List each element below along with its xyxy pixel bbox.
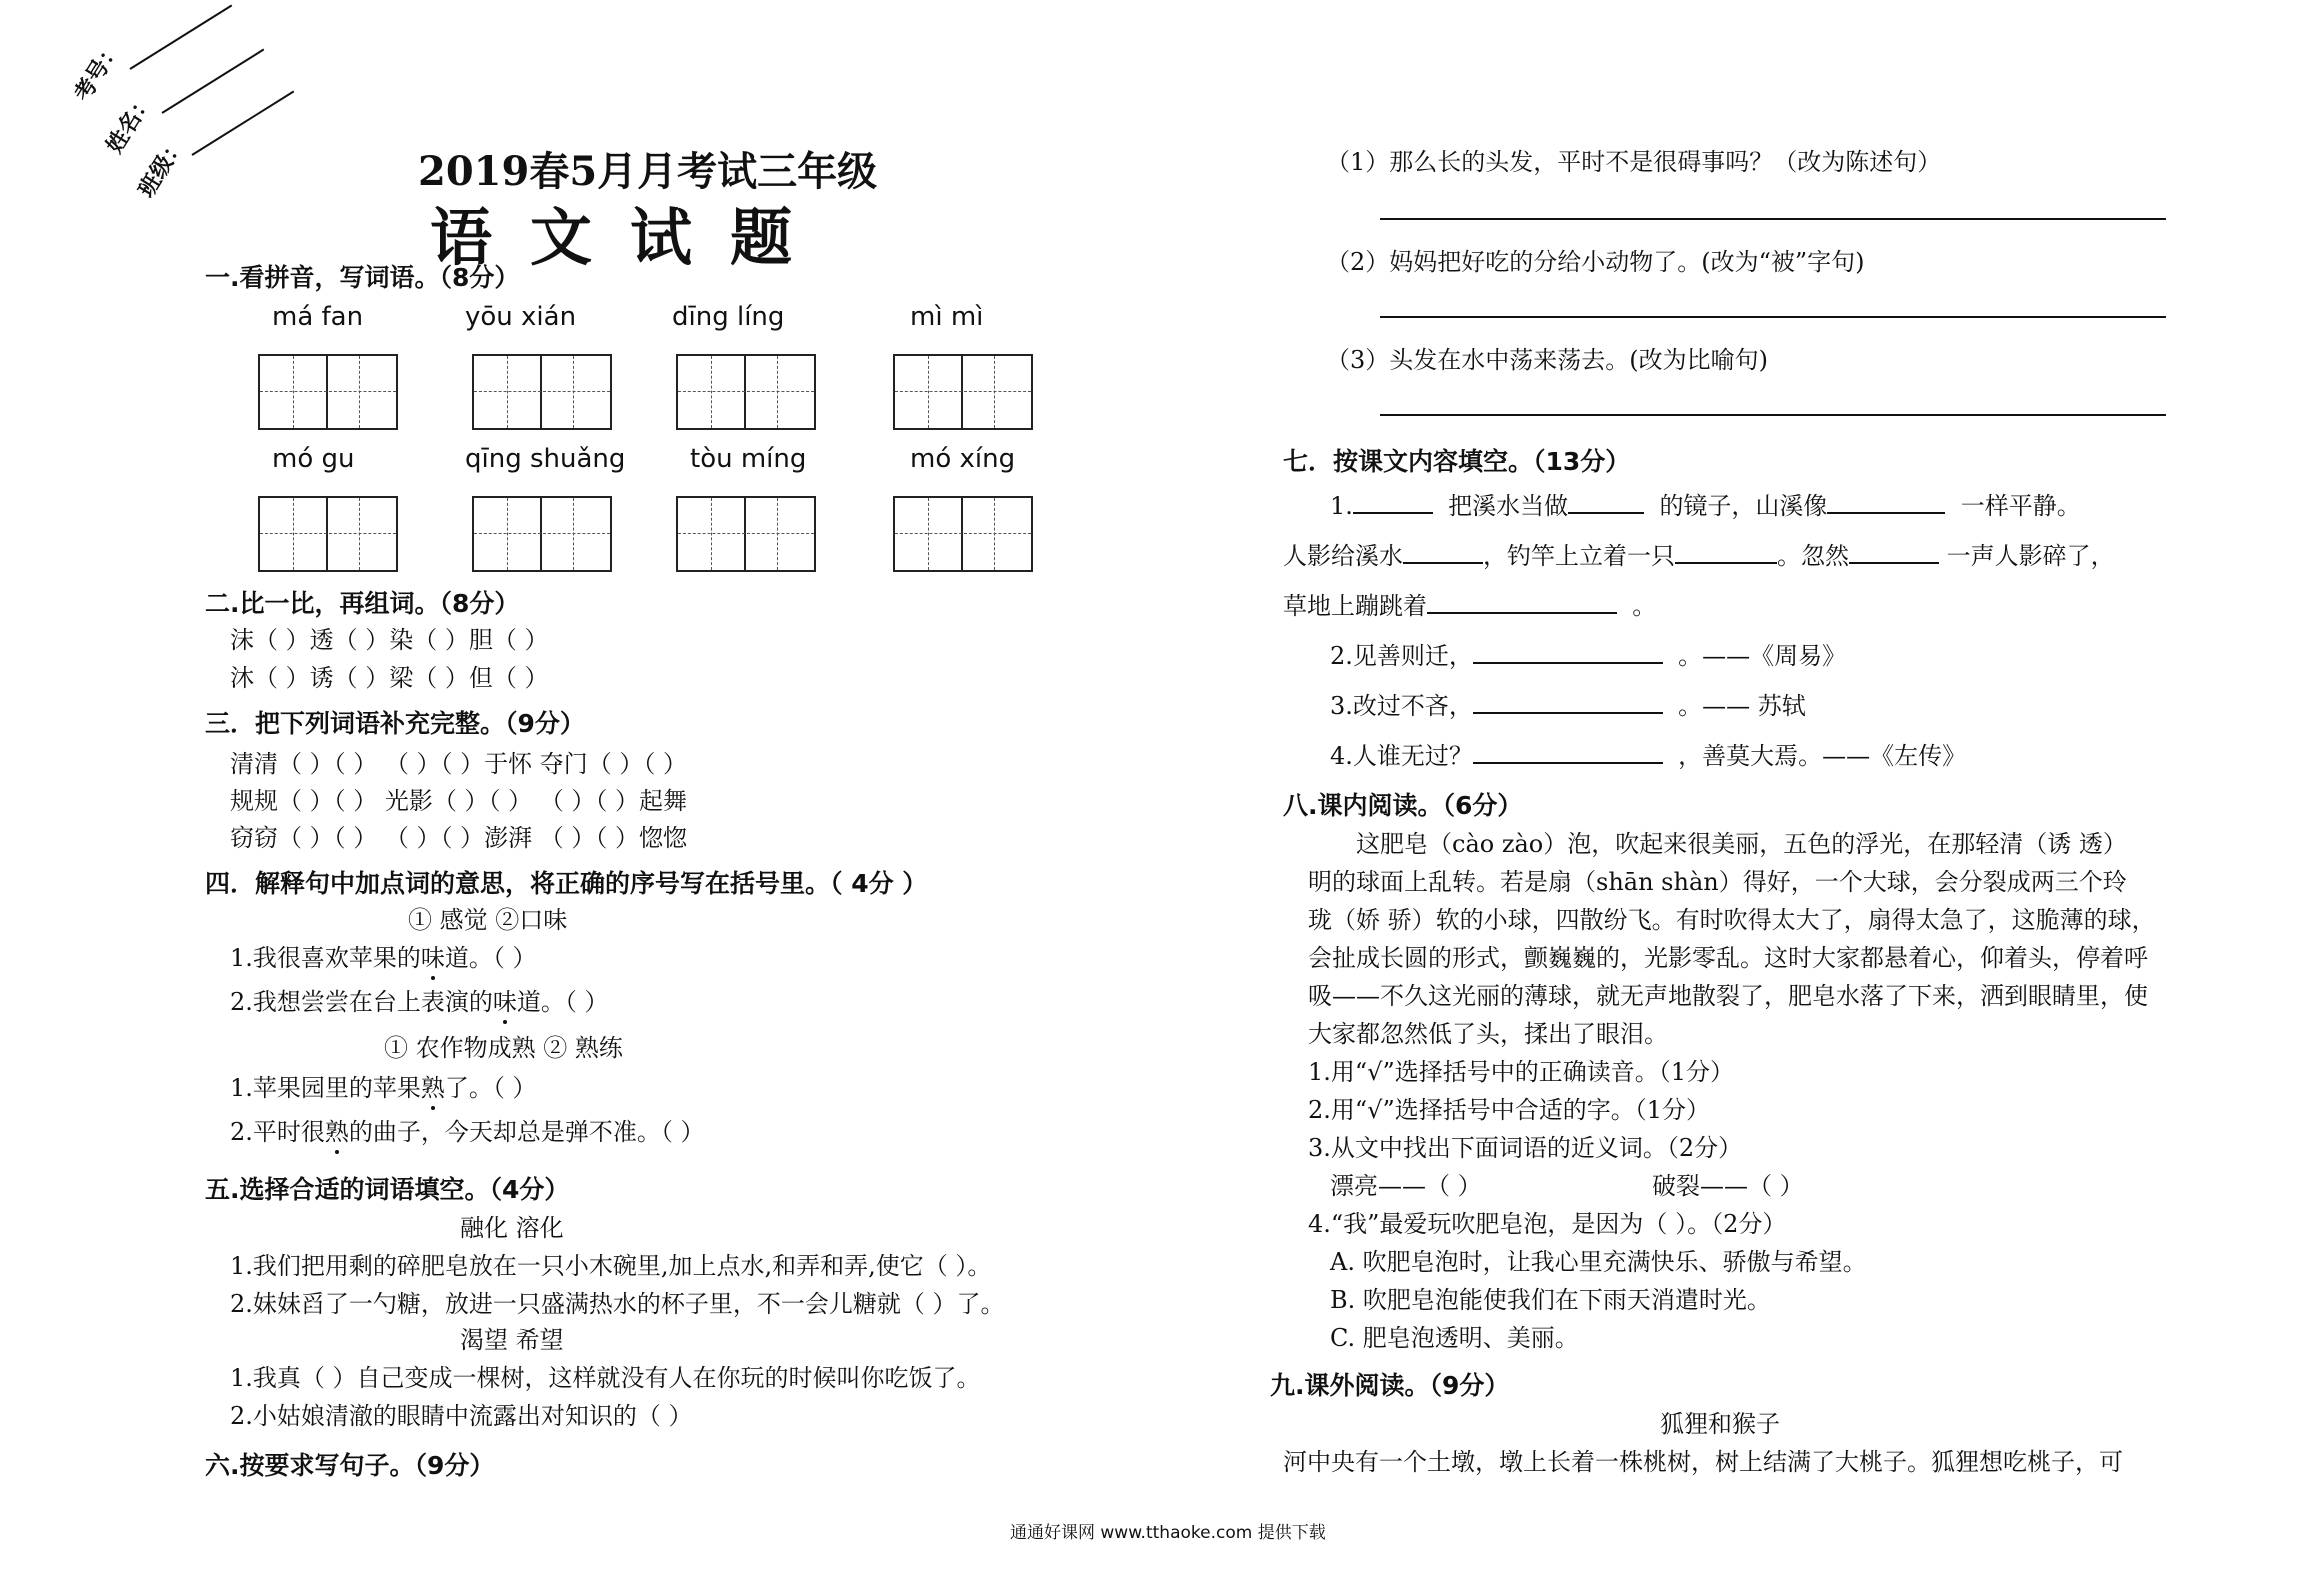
writing-grid[interactable]: [893, 496, 1033, 572]
question-6-2: （2）妈妈把好吃的分给小动物了。(改为“被”字句): [1326, 248, 1865, 276]
footer-text: 通通好课网 www.tthaoke.com 提供下载: [1010, 1523, 1326, 1543]
synonym-2: 破裂——（ ）: [1652, 1172, 1804, 1200]
name-label: 姓名：: [102, 88, 159, 158]
option-c: C. 肥皂泡透明、美丽。: [1330, 1324, 1579, 1352]
exam-subject-title: 语文试题: [430, 201, 831, 274]
writing-grid[interactable]: [893, 354, 1033, 430]
class-label: 班级：: [134, 132, 191, 202]
passage-line: 会扯成长圆的形式，颤巍巍的，光影零乱。这时大家都悬着心，仰着头，停着呼: [1308, 944, 2148, 972]
answer-line[interactable]: [1380, 218, 2166, 220]
word-choices-2: 渴望 希望: [460, 1326, 564, 1354]
option-b: B. 吹肥皂泡能使我们在下雨天消遣时光。: [1330, 1286, 1771, 1314]
question-5-4: 2.小姑娘清澈的眼睛中流露出对知识的（ ）: [230, 1402, 693, 1430]
pinyin-2: yōu xián: [465, 302, 577, 332]
writing-grid[interactable]: [676, 496, 816, 572]
section-6-title: 六.按要求写句子。（9分）: [205, 1451, 495, 1480]
question-4-4: 2.平时很熟的曲子，今天却总是弹不准。（ ）: [230, 1118, 705, 1146]
writing-grid[interactable]: [258, 496, 398, 572]
idiom-row-2: 规规（ ）（ ） 光影（ ）（ ） （ ）（ ）起舞: [230, 787, 688, 815]
section-5-title: 五.选择合适的词语填空。（4分）: [205, 1175, 570, 1204]
question-5-2: 2.妹妹舀了一勺糖，放进一只盛满热水的杯子里，不一会儿糖就（ ）了。: [230, 1290, 1005, 1318]
passage-line: 明的球面上乱转。若是扇（shān shàn）得好，一个大球，会分裂成两三个玲: [1308, 868, 2127, 896]
fill-line-1: 1. 把溪水当做 的镜子，山溪像 一样平静。: [1330, 492, 2081, 520]
class-line: [191, 91, 294, 156]
fill-line-4: 2.见善则迁， 。——《周易》: [1330, 642, 1847, 670]
word-choices-1: 融化 溶化: [460, 1214, 564, 1242]
writing-grid[interactable]: [258, 354, 398, 430]
section-9-title: 九.课外阅读。（9分）: [1270, 1371, 1510, 1400]
idiom-row-1: 清清（ ）（ ） （ ）（ ）于怀 夺门（ ）（ ）: [230, 750, 688, 778]
name-line: [161, 49, 264, 114]
question-6-3: （3）头发在水中荡来荡去。(改为比喻句): [1326, 346, 1768, 374]
options-2: ① 农作物成熟 ② 熟练: [384, 1034, 623, 1062]
section-8-title: 八.课内阅读。（6分）: [1283, 791, 1523, 820]
idiom-row-3: 窃窃（ ）（ ） （ ）（ ）澎湃 （ ）（ ）惚惚: [230, 824, 688, 852]
section-1-title: 一.看拼音，写词语。（8分）: [205, 263, 520, 292]
question-4-2: 2.我想尝尝在台上表演的味道。（ ）: [230, 988, 609, 1016]
compare-row-1: 沫（ ）透（ ）染（ ）胆（ ）: [230, 626, 549, 654]
answer-line[interactable]: [1380, 414, 2166, 416]
fill-line-3: 草地上蹦跳着 。: [1283, 592, 1657, 620]
passage-line: 大家都忽然低了头，揉出了眼泪。: [1308, 1020, 1668, 1048]
question-4-3: 1.苹果园里的苹果熟了。（ ）: [230, 1074, 537, 1102]
pinyin-7: tòu míng: [690, 444, 807, 474]
question-8-3: 3.从文中找出下面词语的近义词。（2分）: [1308, 1134, 1743, 1162]
pinyin-5: mó gu: [272, 444, 355, 474]
options-1: ① 感觉 ②口味: [408, 906, 568, 934]
section-3-title: 三．把下列词语补充完整。（9分）: [205, 709, 585, 738]
question-8-2: 2.用“√”选择括号中合适的字。（1分）: [1308, 1096, 1710, 1124]
pinyin-1: má fan: [272, 302, 364, 332]
passage-line: 吸——不久这光丽的薄球，就无声地散裂了，肥皂水落了下来，洒到眼睛里，使: [1308, 982, 2148, 1010]
section-2-title: 二.比一比，再组词。（8分）: [205, 589, 520, 618]
exam-number-line: [129, 5, 232, 70]
story-line: 河中央有一个土墩，墩上长着一株桃树，树上结满了大桃子。狐狸想吃桃子，可: [1283, 1448, 2123, 1476]
section-4-title: 四．解释句中加点词的意思，将正确的序号写在括号里。（ 4分 ）: [205, 869, 928, 898]
answer-line[interactable]: [1380, 316, 2166, 318]
fill-line-6: 4.人谁无过？ ，善莫大焉。——《左传》: [1330, 742, 1967, 770]
exam-number-label: 考号：: [70, 36, 127, 106]
writing-grid[interactable]: [676, 354, 816, 430]
fill-line-2: 人影给溪水 ，钓竿上立着一只 。忽然 一声人影碎了，: [1283, 542, 2115, 570]
section-7-title: 七．按课文内容填空。（13分）: [1283, 447, 1631, 476]
question-6-1: （1）那么长的头发，平时不是很碍事吗？（改为陈述句）: [1326, 148, 1942, 176]
compare-row-2: 沐（ ）诱（ ）梁（ ）但（ ）: [230, 664, 549, 692]
pinyin-6: qīng shuǎng: [465, 444, 626, 474]
passage-line: 珑（娇 骄）软的小球，四散纷飞。有时吹得太大了，扇得太急了，这脆薄的球，: [1308, 906, 2156, 934]
passage-line: 这肥皂（cào zào）泡，吹起来很美丽，五色的浮光，在那轻清（诱 透）: [1356, 830, 2127, 858]
question-8-1: 1.用“√”选择括号中的正确读音。（1分）: [1308, 1058, 1734, 1086]
question-5-1: 1.我们把用剩的碎肥皂放在一只小木碗里,加上点水,和弄和弄,使它（ ）。: [230, 1252, 992, 1280]
option-a: A. 吹肥皂泡时，让我心里充满快乐、骄傲与希望。: [1330, 1248, 1867, 1276]
pinyin-8: mó xíng: [910, 444, 1016, 474]
writing-grid[interactable]: [472, 496, 612, 572]
synonym-1: 漂亮——（ ）: [1330, 1172, 1482, 1200]
writing-grid[interactable]: [472, 354, 612, 430]
pinyin-4: mì mì: [910, 302, 984, 332]
pinyin-3: dīng líng: [672, 302, 785, 332]
question-8-4: 4.“我”最爱玩吹肥皂泡，是因为（ ）。（2分）: [1308, 1210, 1787, 1238]
question-5-3: 1.我真（ ）自己变成一棵树，这样就没有人在你玩的时候叫你吃饭了。: [230, 1364, 981, 1392]
story-title: 狐狸和猴子: [1660, 1410, 1780, 1438]
fill-line-5: 3.改过不吝， 。—— 苏轼: [1330, 692, 1806, 720]
exam-title: 2019春5月月考试三年级: [418, 148, 878, 195]
question-4-1: 1.我很喜欢苹果的味道。（ ）: [230, 944, 537, 972]
